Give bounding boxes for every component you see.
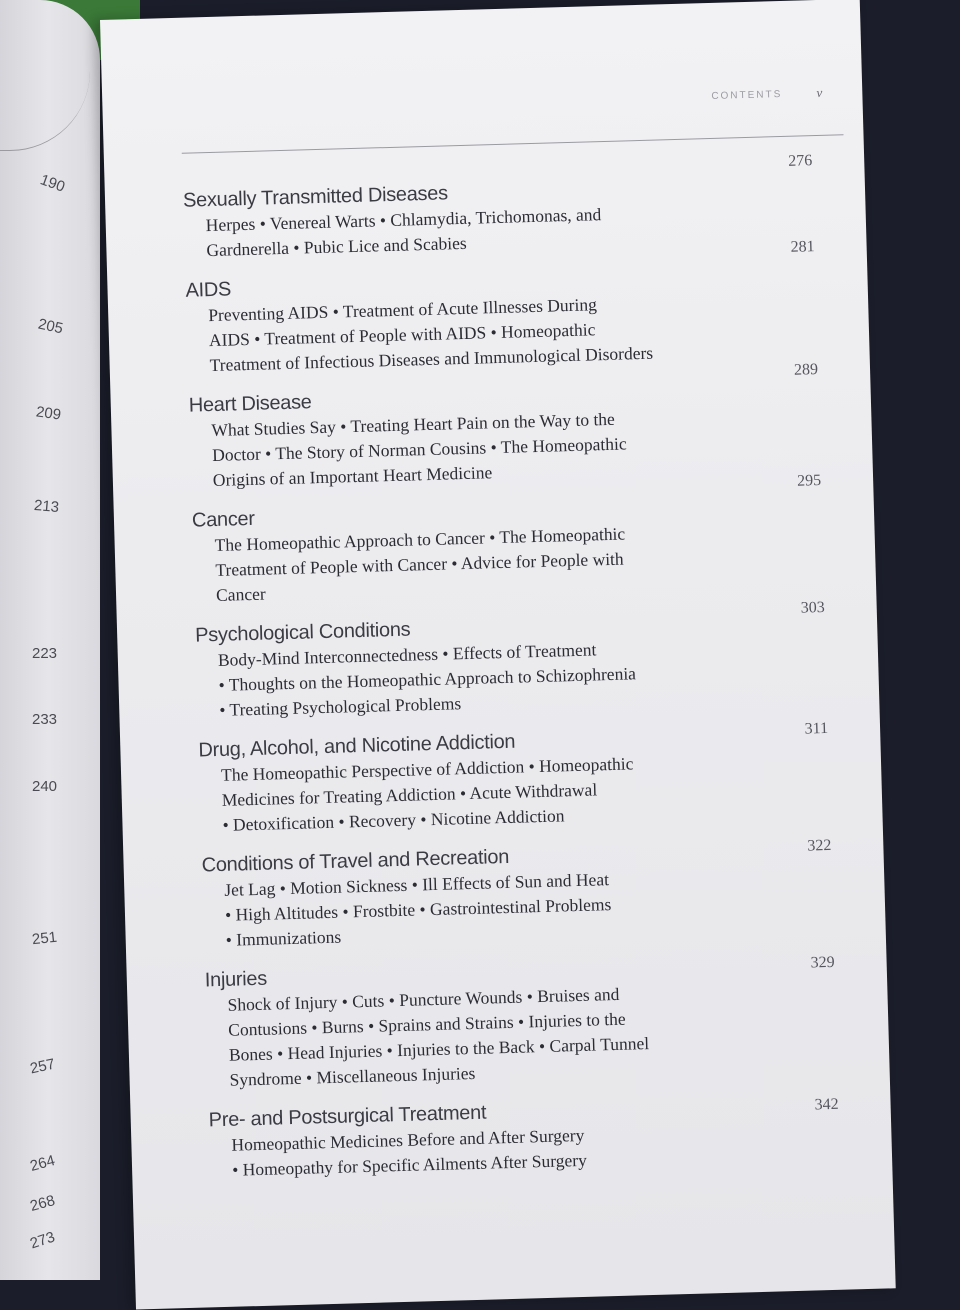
- entry-topics: [211, 401, 811, 493]
- left-page-number: 240: [32, 778, 58, 795]
- entry-page: 276: [787, 152, 813, 170]
- topic-line: Syndrome • Miscellaneous Injuries: [229, 1062, 476, 1090]
- entry-page: 342: [814, 1095, 839, 1114]
- topic-line: The Homeopathic Approach to Cancer • The Homeopathic: [214, 523, 626, 555]
- topic-line: Herpes • Venereal Warts • Chlamydia, Trichomonas, and: [205, 204, 602, 236]
- left-page-number: 268: [28, 1192, 57, 1215]
- entry-topics: [224, 861, 824, 953]
- topic-line: • High Altitudes • Frostbite • Gastrointestinal Problems: [224, 894, 612, 925]
- entry-topics: [218, 631, 818, 723]
- topic-line: Doctor • The Story of Norman Cousins • The Homeopathic: [211, 433, 627, 466]
- topic-line: Jet Lag • Motion Sickness • Ill Effects of Sun and Heat: [224, 869, 610, 900]
- right-page: [100, 0, 896, 1309]
- topic-line: Medicines for Treating Addiction • Acute Withdrawal: [221, 779, 598, 810]
- topic-line: Treatment of People with Cancer • Advice for People with: [215, 548, 624, 580]
- topic-line: Shock of Injury • Cuts • Puncture Wounds • Bruises and: [227, 983, 620, 1015]
- entry-page: 289: [793, 361, 819, 379]
- topic-line: AIDS • Treatment of People with AIDS • Homeopathic: [208, 319, 596, 351]
- entry-page: 322: [807, 836, 832, 855]
- entry-title: Drug, Alcohol, and Nicotine Addiction: [198, 730, 516, 762]
- entry-title: Heart Disease: [188, 391, 312, 417]
- toc-entry: [201, 835, 832, 953]
- entry-topics: [208, 286, 808, 378]
- toc-entry: [194, 598, 825, 723]
- toc-entry: [182, 152, 813, 263]
- topic-line: Origins of an Important Heart Medicine: [212, 462, 493, 491]
- topic-line: Body-Mind Interconnectedness • Effects of Treatment: [217, 639, 597, 670]
- left-page-number: 190: [37, 171, 68, 196]
- entry-page: 295: [796, 472, 822, 490]
- topic-line: Contusions • Burns • Sprains and Strains • Injuries to the: [227, 1008, 626, 1040]
- topic-line: Treatment of Infectious Diseases and Immunological Disorders: [209, 342, 654, 376]
- left-page: [0, 0, 100, 1280]
- toc-entry: [188, 361, 819, 493]
- entry-title: Psychological Conditions: [194, 618, 411, 647]
- topic-line: • Detoxification • Recovery • Nicotine Addiction: [222, 805, 565, 835]
- entry-page: 303: [800, 598, 825, 617]
- entry-topics: [221, 746, 821, 838]
- topic-line: What Studies Say • Treating Heart Pain on the Way to the: [211, 408, 616, 441]
- entry-title: Pre- and Postsurgical Treatment: [208, 1101, 487, 1132]
- toc-entry: [198, 719, 829, 838]
- entry-topics: [227, 976, 828, 1093]
- topic-line: • Immunizations: [225, 926, 342, 950]
- folio: v: [816, 84, 823, 101]
- toc-entry: [204, 950, 835, 1093]
- entry-page: 311: [804, 719, 829, 738]
- topic-line: Preventing AIDS • Treatment of Acute Illnesses During: [208, 294, 598, 326]
- topic-line: • Thoughts on the Homeopathic Approach to Schizophrenia: [218, 663, 637, 695]
- header-rule: [182, 134, 844, 153]
- page-curve: [0, 60, 90, 151]
- entry-topics: [214, 516, 814, 608]
- table-of-contents: [182, 152, 839, 1197]
- entry-title: Cancer: [191, 507, 255, 532]
- topic-line: The Homeopathic Perspective of Addiction • Homeopathic: [220, 753, 634, 785]
- entry-title: Sexually Transmitted Diseases: [182, 182, 449, 212]
- entry-page: 281: [790, 238, 815, 256]
- entry-title: Injuries: [204, 967, 268, 992]
- topic-line: • Treating Psychological Problems: [219, 693, 462, 720]
- topic-line: Gardnerella • Pubic Lice and Scabies: [206, 232, 467, 261]
- left-page-number: 209: [34, 403, 63, 424]
- toc-entry: [208, 1090, 839, 1183]
- left-page-number: 257: [28, 1055, 57, 1078]
- left-page-number: 264: [28, 1152, 57, 1175]
- left-page-number: 205: [36, 315, 65, 338]
- topic-line: Bones • Head Injuries • Injuries to the Back • Carpal Tunnel: [228, 1033, 650, 1065]
- topic-line: Homeopathic Medicines Before and After Surgery: [231, 1124, 585, 1155]
- entry-title: AIDS: [185, 278, 232, 302]
- left-page-number: 223: [32, 645, 58, 662]
- entry-title: Conditions of Travel and Recreation: [201, 845, 510, 877]
- running-head: CONTENTS: [711, 88, 783, 102]
- topic-line: Cancer: [215, 583, 266, 605]
- left-page-number: 273: [27, 1228, 58, 1253]
- left-page-number: 213: [33, 496, 60, 517]
- topic-line: • Homeopathy for Specific Ailments After Surgery: [231, 1149, 588, 1180]
- entry-page: 329: [810, 953, 835, 972]
- left-page-number: 251: [31, 928, 58, 949]
- left-page-number: 233: [32, 711, 58, 728]
